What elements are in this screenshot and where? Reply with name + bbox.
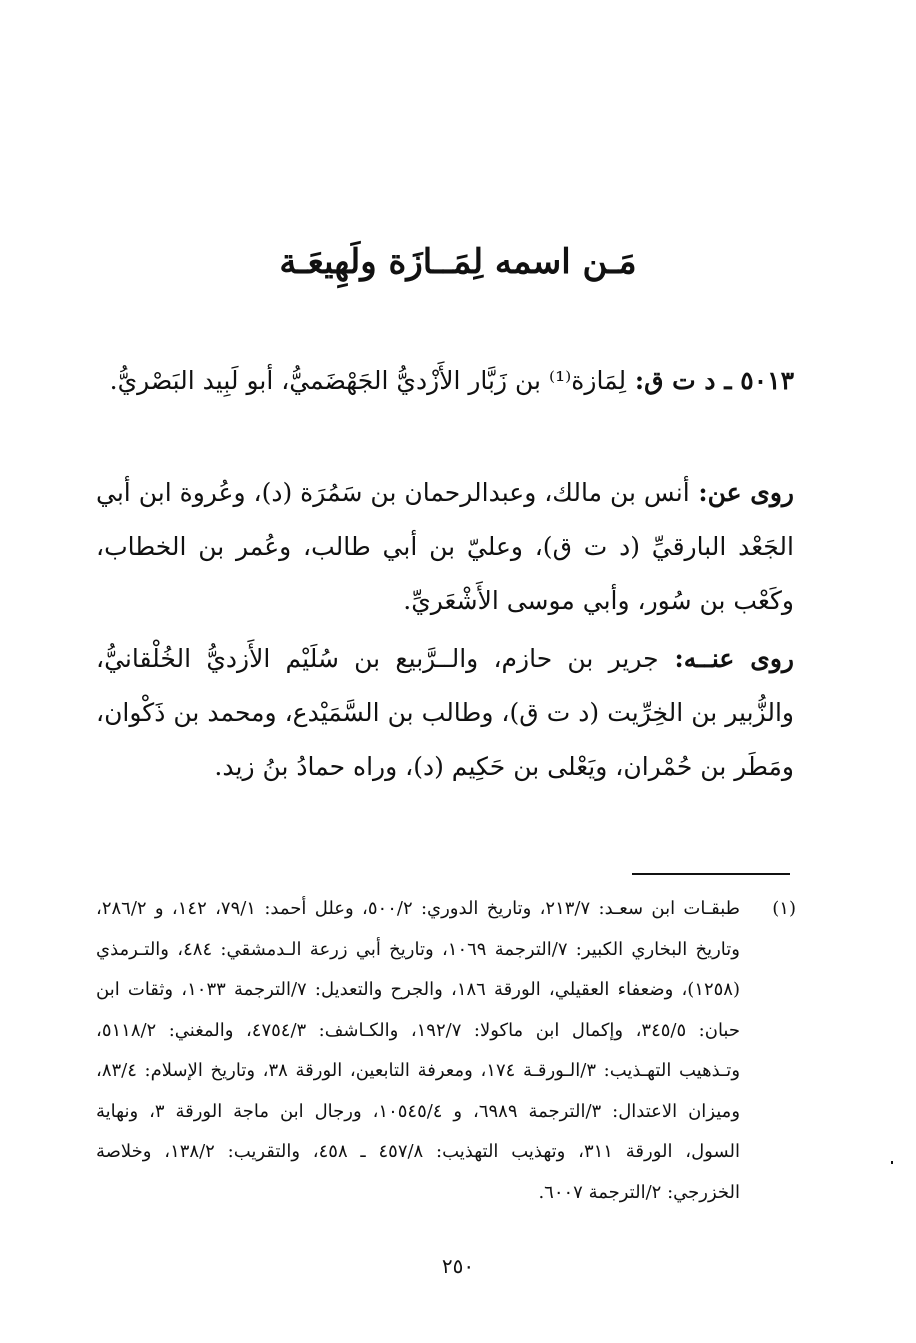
footnote: [96, 889, 796, 1213]
narrated-by-text: جرير بن حازم، والــرَّبيع بن سُلَيْم الأَزديُّ الخُلْقانيُّ، والزُّبير بن الخِرِّيت (د ت ق)، وطالب بن السَّمَيْدع، ومحمد بن ذَكْوان، ومَطَر بن حُمْران، ويَعْلى بن حَكِيم (د)، وراه حمادُ بنُ زيد.: [96, 644, 794, 781]
footnote-divider: [632, 873, 790, 875]
footnote-marker: (١): [772, 898, 796, 919]
narrated-from-lead: روى عن:: [689, 478, 794, 507]
page-number: ٢٥٠: [441, 1254, 475, 1278]
section-heading: مَـن اسمه لِمَــازَة ولَهِيعَـة: [279, 242, 637, 282]
entry-text: لِمَازة⁽¹⁾ بن زَبَّار الأَزْديُّ الجَهْضَميُّ، أبو لَبِيد البَصْريُّ.: [109, 366, 627, 395]
narrated-from-text: أنس بن مالك، وعبدالرحمان بن سَمُرَة (د)، وعُروة ابن أبي الجَعْد البارقيِّ (د ت ق)، وعليّ بن أبي طالب، وعُمر بن الخطاب، وكَعْب بن سُور، وأبي موسى الأَشْعَريِّ.: [96, 478, 794, 615]
narrated-by-lead: روى عنــه:: [658, 644, 794, 673]
print-speck: [891, 1161, 893, 1164]
entry-narrated-from: [96, 466, 794, 628]
footnote-text: طبقـات ابن سعـد: ٢١٣/٧، وتاريخ الدوري: ٥٠٠/٢، وعلل أحمد: ٧٩/١، ١٤٢، و ٢٨٦/٢، وتاريخ البخاري الكبير: ٧/الترجمة ١٠٦٩، وتاريخ أبي زرعة الـدمشقي: ٤٨٤، والتـرمذي (١٢٥٨)، وضعفاء العقيلي، الورقة ١٨٦، والجرح والتعديل: ٧/الترجمة ١٠٣٣، وثقات ابن حبان: ٣٤٥/٥، وإكمال ابن ماكولا: ١٩٢/٧، والكـاشف: ٤٧٥٤/٣، والمغني: ٥١١٨/٢، وتـذهيب التهـذيب: ٣/الـورقـة ١٧٤، ومعرفة التابعين، الورقة ٣٨، وتاريخ الإسلام: ٨٣/٤، وميزان الاعتدال: ٣/الترجمة ٦٩٨٩، و ١٠٥٤٥/٤، ورجال ابن ماجة الورقة ٣، ونهاية السول، الورقة ٣١١، وتهذيب التهذيب: ٤٥٧/٨ ـ ٤٥٨، والتقريب: ١٣٨/٢، وخلاصة الخزرجي: ٢/الترجمة ٦٠٠٧.: [96, 898, 741, 1203]
entry-number-lead: ٥٠١٣ ـ د ت ق:: [626, 366, 794, 395]
entry-biography: [96, 354, 794, 408]
entry-narrated-by: [96, 632, 794, 794]
